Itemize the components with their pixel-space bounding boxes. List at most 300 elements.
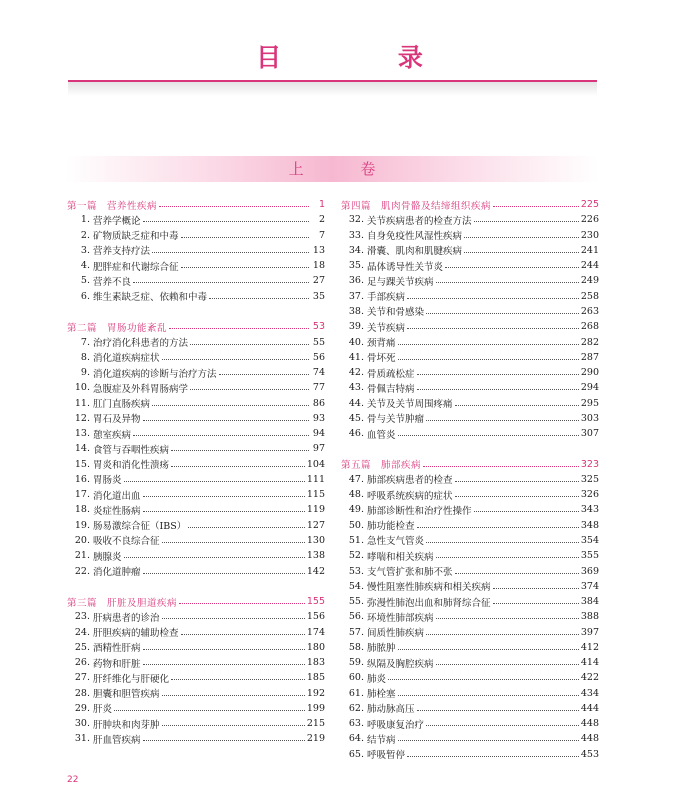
entry-number: 55.: [348, 596, 364, 608]
entry-title: 结节病: [367, 734, 396, 746]
toc-entry[interactable]: [67, 563, 325, 578]
part-heading[interactable]: [67, 319, 325, 334]
part-title: 第一篇 营养性疾病: [67, 200, 158, 212]
page-ref: 258: [580, 290, 599, 302]
toc-entry[interactable]: [341, 426, 599, 441]
dot-leader: [143, 496, 305, 497]
dot-leader: [407, 298, 579, 299]
entry-number: 49.: [348, 504, 364, 516]
page-ref: 414: [580, 657, 599, 669]
page-ref: 2: [318, 214, 325, 226]
toc-entry[interactable]: [341, 304, 599, 319]
entry-number: 46.: [348, 428, 364, 440]
dot-leader: [426, 634, 579, 635]
toc-entry[interactable]: [67, 640, 325, 655]
section-gap: [67, 579, 325, 594]
dot-leader: [398, 649, 579, 650]
toc-left-column: [67, 197, 325, 747]
entry-number: 12.: [74, 412, 90, 424]
page-ref: 397: [580, 626, 599, 638]
page-ref: 290: [580, 367, 599, 379]
dot-leader: [162, 618, 305, 619]
dot-leader: [417, 527, 579, 528]
toc-entry[interactable]: [67, 380, 325, 395]
entry-number: 48.: [348, 489, 364, 501]
entry-title: 骨与关节肿瘤: [367, 414, 425, 426]
page-ref: 86: [312, 397, 325, 409]
part-title: 第三篇 肝脏及胆道疾病: [67, 597, 178, 609]
dot-leader: [209, 298, 309, 299]
entry-number: 52.: [348, 550, 364, 562]
entry-number: 37.: [348, 290, 364, 302]
entry-title: 呼吸暂停: [367, 750, 406, 762]
dot-leader: [417, 389, 579, 390]
entry-number: 51.: [348, 534, 364, 546]
dot-leader: [181, 634, 305, 635]
toc-entry[interactable]: [341, 563, 599, 578]
dot-leader: [162, 695, 305, 696]
page-ref: 230: [580, 229, 599, 241]
page-ref: 215: [306, 718, 325, 730]
entry-number: 45.: [348, 412, 364, 424]
page-ref: 180: [306, 641, 325, 653]
toc-entry[interactable]: [341, 533, 599, 548]
entry-title: 肝血管疾病: [93, 734, 141, 746]
entry-title: 肝肿块和肉芽肿: [93, 719, 160, 731]
toc-entry[interactable]: [67, 273, 325, 288]
dot-leader: [455, 481, 579, 482]
entry-number: 9.: [80, 367, 90, 379]
toc-entry[interactable]: [67, 365, 325, 380]
dot-leader: [426, 420, 579, 421]
entry-title: 骨佩吉特病: [367, 383, 415, 395]
dot-leader: [162, 542, 305, 543]
entry-title: 肺炎: [367, 673, 387, 685]
entry-number: 35.: [348, 260, 364, 272]
page-ref: 74: [312, 367, 325, 379]
entry-number: 30.: [74, 718, 90, 730]
toc-entry[interactable]: [341, 380, 599, 395]
entry-title: 肛门直肠疾病: [93, 399, 151, 411]
entry-title: 弥漫性肺泡出血和肺肾综合征: [367, 597, 491, 609]
toc-entry[interactable]: [341, 395, 599, 410]
entry-number: 62.: [348, 702, 364, 714]
page-ref: 53: [312, 321, 325, 333]
entry-number: 61.: [348, 687, 364, 699]
volume-banner: [66, 156, 598, 182]
entry-title: 憩室疾病: [93, 429, 132, 441]
page-ref: 119: [306, 504, 325, 516]
title-shadow: [68, 82, 597, 96]
dot-leader: [436, 557, 579, 558]
entry-title: 胰腺炎: [93, 551, 122, 563]
dot-leader: [455, 573, 579, 574]
dot-leader: [398, 435, 579, 436]
toc-entry[interactable]: [67, 548, 325, 563]
toc-entry[interactable]: [67, 289, 325, 304]
dot-leader: [436, 282, 579, 283]
toc-entry[interactable]: [341, 747, 599, 762]
page-ref: 185: [306, 672, 325, 684]
section-gap: [341, 441, 599, 456]
dot-leader: [493, 603, 579, 604]
dot-leader: [398, 695, 579, 696]
entry-title: 肺部诊断性和治疗性操作: [367, 505, 472, 517]
toc-entry[interactable]: [67, 716, 325, 731]
entry-title: 炎症性肠病: [93, 505, 141, 517]
entry-number: 43.: [348, 382, 364, 394]
entry-number: 23.: [74, 611, 90, 623]
dot-leader: [426, 725, 579, 726]
toc-entry[interactable]: [67, 457, 325, 472]
page-ref: 453: [580, 748, 599, 760]
toc-entry[interactable]: [341, 411, 599, 426]
entry-title: 肺部疾病患者的检查: [367, 475, 453, 487]
toc-entry[interactable]: [341, 472, 599, 487]
entry-number: 34.: [348, 244, 364, 256]
entry-title: 关节及关节周围疼痛: [367, 399, 453, 411]
dot-leader: [179, 603, 305, 604]
dot-leader: [436, 618, 579, 619]
entry-number: 31.: [74, 733, 90, 745]
entry-number: 11.: [74, 397, 90, 409]
page-ref: 325: [580, 473, 599, 485]
entry-number: 65.: [348, 748, 364, 760]
entry-number: 53.: [348, 565, 364, 577]
entry-title: 肝纤维化与肝硬化: [93, 673, 170, 685]
entry-title: 关节和骨感染: [367, 307, 425, 319]
toc-entry[interactable]: [341, 686, 599, 701]
page-ref: 369: [580, 565, 599, 577]
entry-title: 骨质疏松症: [367, 368, 415, 380]
dot-leader: [143, 420, 309, 421]
dot-leader: [133, 435, 309, 436]
part-heading[interactable]: [341, 197, 599, 212]
entry-title: 滑囊、肌肉和肌腱疾病: [367, 246, 463, 258]
entry-title: 关节疾病患者的检查方法: [367, 215, 472, 227]
toc-entry[interactable]: [67, 411, 325, 426]
dot-leader: [171, 679, 305, 680]
entry-title: 晶体诱导性关节炎: [367, 261, 444, 273]
toc-entry[interactable]: [67, 472, 325, 487]
toc-entry[interactable]: [67, 258, 325, 273]
page-ref: 155: [306, 596, 325, 608]
toc-entry[interactable]: [341, 518, 599, 533]
entry-title: 酒精性肝病: [93, 643, 141, 655]
page-ref: 138: [306, 550, 325, 562]
entry-title: 支气管扩张和肺不张: [367, 567, 453, 578]
entry-title: 呼吸系统疾病的症状: [367, 490, 453, 502]
entry-number: 47.: [348, 473, 364, 485]
page-number: 22: [67, 775, 79, 785]
toc-entry[interactable]: [341, 640, 599, 655]
page-ref: 326: [580, 489, 599, 501]
toc-entry[interactable]: [67, 243, 325, 258]
page-ref: 388: [580, 611, 599, 623]
toc-entry[interactable]: [67, 670, 325, 685]
dot-leader: [464, 252, 579, 253]
toc-entry[interactable]: [341, 716, 599, 731]
entry-number: 24.: [74, 626, 90, 638]
entry-title: 间质性肺疾病: [367, 628, 425, 640]
entry-title: 慢性阻塞性肺疾病和相关疾病: [367, 582, 491, 594]
dot-leader: [417, 374, 579, 375]
entry-number: 39.: [348, 321, 364, 333]
toc-entry[interactable]: [341, 594, 599, 609]
dot-leader: [474, 221, 579, 222]
part-heading[interactable]: [341, 457, 599, 472]
toc-part: [67, 319, 325, 579]
entry-title: 环境性肺部疾病: [367, 612, 434, 624]
toc-entry[interactable]: [67, 624, 325, 639]
page-ref: 174: [306, 626, 325, 638]
part-title: 第四篇 肌肉骨骼及结缔组织疾病: [341, 200, 492, 212]
dot-leader: [493, 588, 579, 589]
entry-number: 1.: [80, 214, 90, 226]
toc-entry[interactable]: [341, 243, 599, 258]
entry-number: 33.: [348, 229, 364, 241]
entry-title: 消化道疾病症状: [93, 353, 160, 365]
page-ref: 127: [306, 519, 325, 531]
toc-entry[interactable]: [341, 731, 599, 746]
dot-leader: [188, 527, 305, 528]
toc-entry[interactable]: [67, 731, 325, 746]
entry-number: 50.: [348, 519, 364, 531]
entry-title: 矿物质缺乏症和中毒: [93, 231, 179, 243]
toc-entry[interactable]: [341, 319, 599, 334]
entry-title: 肝胆疾病的辅助检查: [93, 628, 179, 640]
entry-title: 呼吸康复治疗: [367, 719, 425, 731]
entry-title: 消化道出血: [93, 490, 141, 502]
part-heading[interactable]: [67, 197, 325, 212]
entry-number: 63.: [348, 718, 364, 730]
page-ref: 27: [312, 275, 325, 287]
entry-number: 40.: [348, 336, 364, 348]
toc-entry[interactable]: [341, 273, 599, 288]
toc-entry[interactable]: [67, 228, 325, 243]
page-ref: 343: [580, 504, 599, 516]
dot-leader: [426, 313, 579, 314]
entry-number: 27.: [74, 672, 90, 684]
page-ref: 111: [306, 473, 325, 485]
toc-entry[interactable]: [67, 533, 325, 548]
toc-entry[interactable]: [341, 334, 599, 349]
dot-leader: [190, 389, 309, 390]
page-ref: 294: [580, 382, 599, 394]
entry-title: 胃肠炎: [93, 475, 122, 487]
toc-entry[interactable]: [67, 426, 325, 441]
page-ref: 219: [306, 733, 325, 745]
page-ref: 97: [312, 443, 325, 455]
page-ref: 384: [580, 596, 599, 608]
part-heading[interactable]: [67, 594, 325, 609]
toc-entry[interactable]: [67, 212, 325, 227]
toc-entry[interactable]: [341, 548, 599, 563]
page-ref: 434: [580, 687, 599, 699]
dot-leader: [124, 481, 305, 482]
dot-leader: [143, 221, 309, 222]
toc-entry[interactable]: [67, 395, 325, 410]
entry-title: 消化道疾病的诊断与治疗方法: [93, 368, 217, 380]
dot-leader: [143, 740, 305, 741]
dot-leader: [124, 557, 305, 558]
entry-number: 20.: [74, 534, 90, 546]
toc-entry[interactable]: [67, 487, 325, 502]
page-ref: 348: [580, 519, 599, 531]
page-ref: 130: [306, 534, 325, 546]
entry-title: 肺脓肿: [367, 643, 396, 655]
entry-number: 14.: [74, 443, 90, 455]
dot-leader: [493, 206, 579, 207]
entry-title: 自身免疫性风湿性疾病: [367, 231, 463, 243]
entry-number: 4.: [80, 260, 90, 272]
toc-entry[interactable]: [67, 502, 325, 517]
entry-number: 10.: [74, 382, 90, 394]
dot-leader: [181, 267, 309, 268]
page-ref: 244: [580, 260, 599, 272]
page-ref: 355: [580, 550, 599, 562]
toc-entry[interactable]: [341, 258, 599, 273]
entry-number: 41.: [348, 351, 364, 363]
dot-leader: [171, 450, 309, 451]
page-ref: 448: [580, 718, 599, 730]
page-ref: 156: [306, 611, 325, 623]
page-ref: 354: [580, 534, 599, 546]
entry-title: 食管与吞咽性疾病: [93, 444, 170, 456]
dot-leader: [455, 405, 579, 406]
entry-title: 吸收不良综合征: [93, 536, 160, 548]
page-ref: 1: [318, 199, 325, 211]
entry-title: 足与踝关节疾病: [367, 276, 434, 288]
toc-entry[interactable]: [67, 350, 325, 365]
dot-leader: [152, 405, 309, 406]
dot-leader: [143, 511, 305, 512]
entry-number: 42.: [348, 367, 364, 379]
dot-leader: [190, 344, 309, 345]
page-ref: 412: [580, 641, 599, 653]
page-ref: 374: [580, 580, 599, 592]
page-ref: 444: [580, 702, 599, 714]
entry-title: 营养学概论: [93, 215, 141, 227]
entry-number: 64.: [348, 733, 364, 745]
dot-leader: [162, 359, 309, 360]
entry-number: 13.: [74, 428, 90, 440]
page-ref: 94: [312, 428, 325, 440]
entry-number: 28.: [74, 687, 90, 699]
entry-number: 19.: [74, 519, 90, 531]
toc-entry[interactable]: [67, 518, 325, 533]
page-ref: 93: [312, 412, 325, 424]
entry-number: 21.: [74, 550, 90, 562]
toc-entry[interactable]: [67, 609, 325, 624]
toc-entry[interactable]: [67, 334, 325, 349]
toc-part: [341, 457, 599, 762]
entry-number: 5.: [80, 275, 90, 287]
page-ref: 77: [312, 382, 325, 394]
page-ref: 104: [306, 458, 325, 470]
entry-title: 颈背痛: [367, 338, 396, 350]
dot-leader: [114, 710, 305, 711]
entry-title: 消化道肿瘤: [93, 567, 141, 578]
section-gap: [67, 304, 325, 319]
toc-entry[interactable]: [341, 655, 599, 670]
page-ref: 323: [580, 458, 599, 470]
dot-leader: [436, 664, 579, 665]
entry-title: 肠易激综合征（IBS）: [93, 521, 187, 533]
page-ref: 225: [580, 199, 599, 211]
dot-leader: [407, 756, 579, 757]
entry-number: 58.: [348, 641, 364, 653]
toc-entry[interactable]: [67, 701, 325, 716]
toc-entry[interactable]: [341, 624, 599, 639]
dot-leader: [455, 496, 579, 497]
entry-number: 25.: [74, 641, 90, 653]
toc-entry[interactable]: [341, 487, 599, 502]
entry-title: 胃炎和消化性溃疡: [93, 460, 170, 472]
page-ref: 115: [306, 489, 325, 501]
entry-title: 药物和肝脏: [93, 658, 141, 670]
toc-entry[interactable]: [341, 579, 599, 594]
dot-leader: [474, 511, 579, 512]
entry-title: 肺栓塞: [367, 689, 396, 701]
page-ref: 268: [580, 321, 599, 333]
entry-title: 肝炎: [93, 704, 113, 716]
entry-title: 维生素缺乏症、依赖和中毒: [93, 292, 208, 304]
dot-leader: [181, 237, 309, 238]
toc-entry[interactable]: [341, 212, 599, 227]
toc-entry[interactable]: [341, 350, 599, 365]
page-ref: 7: [318, 229, 325, 241]
toc-right-column: [341, 197, 599, 762]
page-ref: 183: [306, 657, 325, 669]
toc-entry[interactable]: [341, 701, 599, 716]
dot-leader: [407, 328, 579, 329]
entry-number: 56.: [348, 611, 364, 623]
dot-leader: [143, 573, 305, 574]
entry-title: 胆囊和胆管疾病: [93, 689, 160, 701]
toc-entry[interactable]: [341, 228, 599, 243]
dot-leader: [445, 267, 579, 268]
page-ref: 263: [580, 305, 599, 317]
entry-title: 哮喘和相关疾病: [367, 551, 434, 563]
dot-leader: [171, 466, 305, 467]
toc-entry[interactable]: [341, 289, 599, 304]
page-ref: 35: [312, 290, 325, 302]
entry-number: 60.: [348, 672, 364, 684]
entry-title: 肺动脉高压: [367, 704, 415, 716]
page-ref: 249: [580, 275, 599, 287]
page-ref: 307: [580, 428, 599, 440]
toc-part: [67, 594, 325, 747]
dot-leader: [133, 282, 309, 283]
page-ref: 295: [580, 397, 599, 409]
entry-number: 2.: [80, 229, 90, 241]
toc-entry[interactable]: [341, 365, 599, 380]
toc-entry[interactable]: [341, 670, 599, 685]
entry-number: 3.: [80, 244, 90, 256]
toc-entry[interactable]: [341, 609, 599, 624]
entry-title: 肺功能检查: [367, 521, 415, 533]
page-ref: 282: [580, 336, 599, 348]
entry-number: 22.: [74, 565, 90, 577]
entry-number: 6.: [80, 290, 90, 302]
toc-entry[interactable]: [67, 686, 325, 701]
toc-entry[interactable]: [341, 502, 599, 517]
dot-leader: [152, 252, 309, 253]
volume-title: 上 卷: [288, 160, 402, 178]
toc-entry[interactable]: [67, 441, 325, 456]
toc-entry[interactable]: [67, 655, 325, 670]
